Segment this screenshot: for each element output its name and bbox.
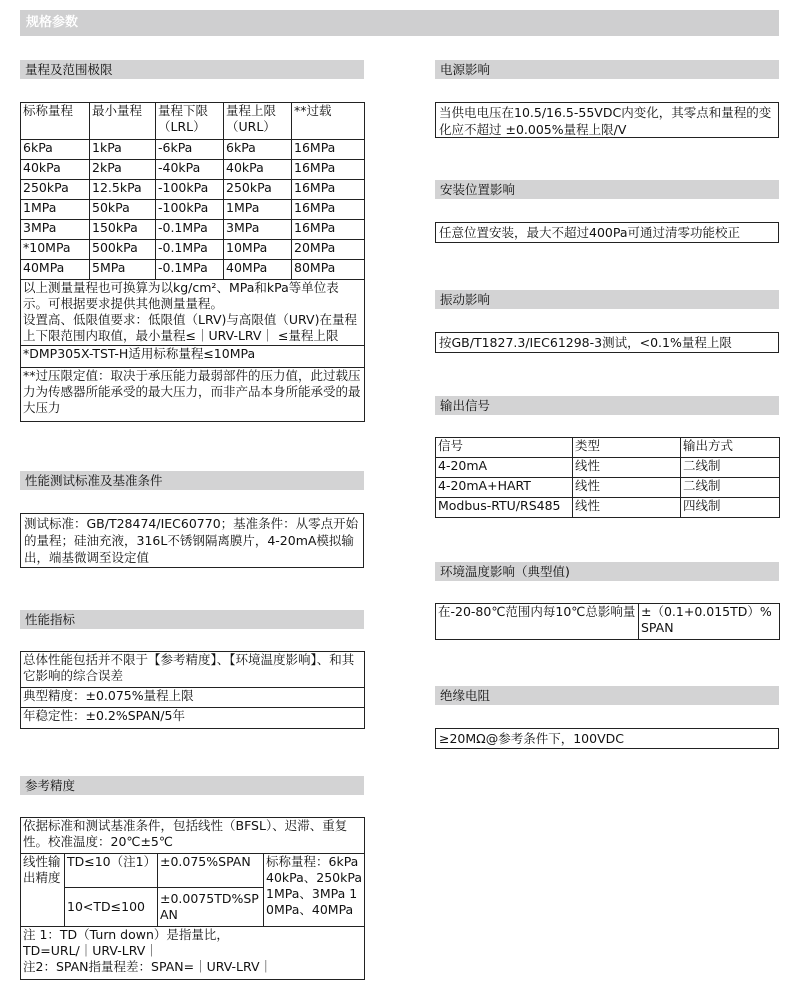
table-cell: 线性 [573, 478, 681, 498]
table-cell: 50kPa [90, 200, 156, 220]
insulation-text: ≥20MΩ@参考条件下，100VDC [435, 728, 779, 749]
table-cell: -100kPa [156, 180, 224, 200]
section-heading-mount: 安装位置影响 [435, 180, 779, 199]
accuracy-value-high: ±0.0075TD%SPAN [158, 888, 264, 927]
range-header-cell: 最小量程 [90, 103, 156, 140]
table-cell: -0.1MPa [156, 220, 224, 240]
accuracy-label: 线性输出精度 [21, 854, 65, 927]
table-row [21, 200, 365, 220]
table-cell: 线性 [573, 498, 681, 518]
section-heading-insulation: 绝缘电阻 [435, 686, 779, 705]
table-row [21, 240, 365, 260]
table-cell: 3MPa [224, 220, 292, 240]
section-heading-power: 电源影响 [435, 60, 779, 79]
output-header-cell: 信号 [436, 438, 573, 458]
table-cell: 1MPa [21, 200, 90, 220]
section-heading-range: 量程及范围极限 [20, 60, 364, 79]
temperature-table [435, 603, 780, 640]
accuracy-td-high: 10<TD≤100 [65, 888, 158, 927]
table-row [436, 458, 780, 478]
section-heading-performance: 性能指标 [20, 610, 364, 629]
accuracy-notes: 注 1：TD（Turn down）是指量比， TD=URL/｜URV-LRV｜ 注2：SPAN指量程差：SPAN=｜URV-LRV｜ [21, 927, 365, 980]
table-cell: -0.1MPa [156, 240, 224, 260]
table-cell: 6kPa [21, 140, 90, 160]
section-heading-output: 输出信号 [435, 396, 779, 415]
table-cell: 250kPa [224, 180, 292, 200]
table-row [21, 260, 365, 280]
output-header-cell: 类型 [573, 438, 681, 458]
table-cell: 40MPa [224, 260, 292, 280]
performance-overall: 总体性能包括并不限于【参考精度】、【环境温度影响】、和其它影响的综合误差 [21, 652, 365, 688]
table-row [21, 140, 365, 160]
range-note-row [21, 368, 365, 422]
table-cell: 10MPa [224, 240, 292, 260]
table-cell: -100kPa [156, 200, 224, 220]
range-note-row [21, 280, 365, 346]
performance-table [20, 651, 365, 729]
table-cell: 150kPa [90, 220, 156, 240]
table-row [436, 478, 780, 498]
table-cell: 16MPa [292, 200, 365, 220]
table-cell: -6kPa [156, 140, 224, 160]
table-cell: 1kPa [90, 140, 156, 160]
table-cell: 6kPa [224, 140, 292, 160]
table-cell: 12.5kPa [90, 180, 156, 200]
power-text: 当供电电压在10.5/16.5-55VDC内变化，其零点和量程的变化应不超过 ±0.005%量程上限/V [435, 102, 779, 138]
table-cell: -0.1MPa [156, 260, 224, 280]
page-title: 规格参数 [20, 10, 779, 36]
performance-typical: 典型精度：±0.075%量程上限 [21, 688, 365, 708]
range-header-cell: 量程上限 （URL） [224, 103, 292, 140]
output-header-cell: 输出方式 [681, 438, 780, 458]
table-cell: 250kPa [21, 180, 90, 200]
table-cell: 4-20mA+HART [436, 478, 573, 498]
table-row [21, 220, 365, 240]
table-cell: 四线制 [681, 498, 780, 518]
table-cell: Modbus-RTU/RS485 [436, 498, 573, 518]
table-cell: 1MPa [224, 200, 292, 220]
range-header-cell: 量程下限 （LRL） [156, 103, 224, 140]
accuracy-table [20, 817, 365, 980]
table-cell: 16MPa [292, 160, 365, 180]
table-cell: 4-20mA [436, 458, 573, 478]
accuracy-ranges: 标称量程：6kPa 40kPa、250kPa 1MPa、3MPa 10MPa、40MPa [264, 854, 365, 927]
table-cell: 40kPa [21, 160, 90, 180]
range-note-tst: *DMP305X-TST-H适用标称量程≤10MPa [21, 346, 365, 368]
table-cell: 线性 [573, 458, 681, 478]
table-cell: 3MPa [21, 220, 90, 240]
table-cell: 20MPa [292, 240, 365, 260]
table-cell: 80MPa [292, 260, 365, 280]
range-note-units: 以上测量量程也可换算为以kg/cm²、MPa和kPa等单位表示。可根据要求提供其他测量量程。 设置高、低限值要求：低限值（LRV)与高限值（URV)在量程上下限范围内取值，最小量程≤｜URV-LRV｜ ≤量程上限 [21, 280, 365, 346]
range-header-row [21, 103, 365, 140]
range-header-cell: 标称量程 [21, 103, 90, 140]
performance-stability: 年稳定性：±0.2%SPAN/5年 [21, 708, 365, 729]
section-heading-standard: 性能测试标准及基准条件 [20, 471, 364, 490]
section-heading-temperature: 环境温度影响（典型值) [435, 562, 779, 581]
accuracy-td-low: TD≤10（注1） [65, 854, 158, 888]
range-header-cell: **过载 [292, 103, 365, 140]
temperature-label: 在-20-80℃范围内每10℃总影响量 [436, 604, 639, 640]
section-heading-vibration: 振动影响 [435, 290, 779, 309]
table-cell: 5MPa [90, 260, 156, 280]
table-cell: 40MPa [21, 260, 90, 280]
range-table [20, 102, 365, 422]
table-cell: *10MPa [21, 240, 90, 260]
table-cell: 二线制 [681, 458, 780, 478]
table-cell: 40kPa [224, 160, 292, 180]
table-cell: 二线制 [681, 478, 780, 498]
vibration-text: 按GB/T1827.3/IEC61298-3测试，<0.1%量程上限 [435, 332, 779, 353]
table-cell: 16MPa [292, 220, 365, 240]
range-note-overload: **过压限定值：取决于承压能力最弱部件的压力值，此过载压力为传感器所能承受的最大压力，而非产品本身所能承受的最大压力 [21, 368, 365, 422]
table-cell: 16MPa [292, 180, 365, 200]
mount-text: 任意位置安装，最大不超过400Pa可通过清零功能校正 [435, 222, 779, 243]
table-cell: -40kPa [156, 160, 224, 180]
standard-text: 测试标准：GB/T28474/IEC60770；基准条件：从零点开始的量程；硅油充液，316L不锈钢隔离膜片，4-20mA模拟输出，端基微调至设定值 [20, 513, 364, 568]
accuracy-intro: 依据标准和测试基准条件，包括线性（BFSL）、迟滞、重复性。校准温度：20℃±5℃ [21, 818, 365, 854]
section-heading-accuracy: 参考精度 [20, 776, 364, 795]
table-cell: 2kPa [90, 160, 156, 180]
table-cell: 500kPa [90, 240, 156, 260]
table-row [21, 180, 365, 200]
table-cell: 16MPa [292, 140, 365, 160]
temperature-value: ±（0.1+0.015TD）%SPAN [639, 604, 780, 640]
accuracy-value-low: ±0.075%SPAN [158, 854, 264, 888]
table-row [21, 160, 365, 180]
table-row [436, 498, 780, 518]
range-note-row [21, 346, 365, 368]
output-table [435, 437, 780, 518]
